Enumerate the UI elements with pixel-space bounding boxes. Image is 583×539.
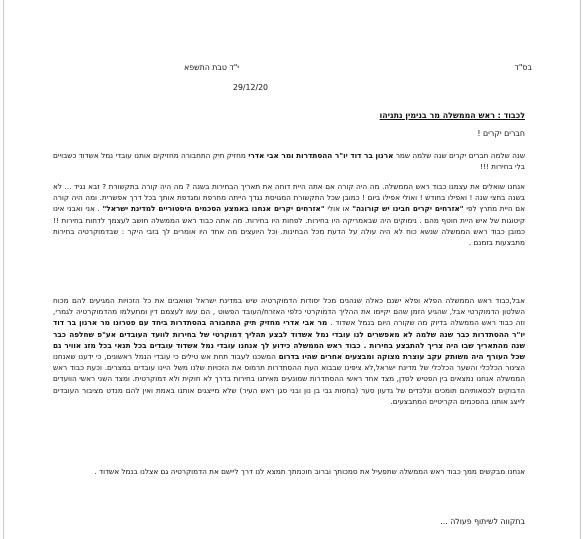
addressee-line: לכבוד : ראש הממשלה מר בנימין נתניהו <box>379 111 525 120</box>
text-segment: שנה שלמה חברים יקרים שנה שלמה שמר <box>393 151 525 160</box>
document-page <box>3 0 581 539</box>
text-segment: . אני ואבני אינו קיטוגות של איש היית חוטף מהם . נימוקים היה שבאמריקה היו בחירות. לפחות היו בחירות. מה אתה כבוד ראש הממשלה חושב לעצמך לדחות בחירות !! כמובן כבוד ראש הממשלה שנשא כוח לא היה עולה על הדעת מכל הבחינות. וכל היועצים מה אחד היו אומרים לך בזבי היקר : שבדמוקרטיה בחירות מתבצעות בזמנם . <box>53 204 525 248</box>
bold-text-segment: "אזרחים יקרים אנחנו באמצע הסכמים היסטוריים למדינת ישראל" <box>102 204 325 214</box>
paragraph-2 <box>53 181 525 248</box>
signoff: בתקווה לשיתוף פעולה ... <box>440 517 525 526</box>
bsd-header: בס"ד <box>514 63 532 72</box>
gregorian-date: 29/12/20 <box>233 83 269 92</box>
text-segment: מחזיק תיק התחבורה מחזיקים אותנו עובדי נמל אשדוד כשבויים בלי בחירות !!! <box>53 151 525 172</box>
hebrew-date: י"ד טבת התשפא <box>184 63 240 72</box>
greeting: חברים יקרים ! <box>477 129 525 138</box>
bold-text-segment: מר אבי אדרי מחזיק תיק התחבורה בהסתדרות ביחד עם פטרונו מר ארנון בר דוד יו"ר ההסתדרות כבר שנה שלמה לא מאפשרים לנו עובדי נמל אשדוד לבצע תהליך דמוקרטי של בחירות לוועד העובדים אע"פ שחלפה כבר שנה מהתאריך שבו היה צריך להתבצע בחירות . כבוד ראש הממשלה כידוע לך אנחנו עובדי נמל אשדוד עובדים בכל תנאי בכל מזג אוויר גם שכל העורף היה משותק עקב עוצרת מצוקה ומבצעים אחרים שהיו בדרום <box>53 318 525 362</box>
bold-text-segment: ארנון בר דוד יו"ר ההסתדרות ומר אבי אדרי <box>248 151 394 160</box>
text-segment: אנחנו שואלים את עצמנו כבוד ראש הממשלה. מה היה קורה אם אתה היית דוחה את תאריך הבחירות בשנה ? מה היה קורה בתקשורת ? זבא נגיד ... לא בשנה בחצי שנה ! ואפילו בחודש ! ואולי אפילו ביום ! כמובן שכל התקשורת המגויסת נגדך הייתה מחרפת ומגדפת אותך בכל דרך אפשרית. ומה היה קורה אם היית מתרץ לפי <box>53 182 525 214</box>
text-segment: או אולי <box>324 204 353 214</box>
paragraph-1 <box>53 150 525 172</box>
paragraph-3 <box>53 295 525 407</box>
text-segment: המשכנו לעבוד תחת אש טילים כי עובדי הנמל ראשונים, כי ידענו שאנחנו הצינור הכלכלי והשער הכלכלי של מדינת ישראל,לא ציפינו שבבוא העת ההסתדרות תרמוס את הזכויות שלנו משל היינו עובדים במצרים. וכעת כבוד ראש הממשלה אנחנו נמצאים בין הפטיש לסדן, מצד אחד ראשי ההסתדרות שמונעים מאיתנו בחירות בדרך לא חוקית ולא דמוקרטית. ומצד השני ראשי הוועדים הדבוקים לכסאותיהם תומכים ונלכדים של גדעון סער (בחסות גבי בן נון ובני סגן ראש העיר) שלא מייצגים אותנו באמת ואין להם מנדט מציבור העובדים לייצג אותנו בהסכמים הקריטיים המתבצעים. <box>53 352 525 406</box>
paragraph-4 <box>53 466 525 477</box>
text-segment: אבל,כבוד ראש הממשלה הפלא ופלא ישנם כאלה שנהנים מכל יסודות הדמוקרטיה שיש במדינת ישראל ושואבים את כל הזכויות המגיעים להם מכוח השלטון הדמוקרטי אבל, שהגיע הזמן שהם יקיימו את ההליך הדמוקרטי כלפי האזרח/העובד הפשוט , הם עשו לעצמם דין ומתעלמו מהדמוקרטיה לגמרי, וזה כבוד ראש הממשלה בדיוק מה שקורה היום בנמל אשדוד . <box>53 296 525 328</box>
bold-text-segment: "אזרחים יקרים חבינו יש קורונה" <box>352 204 464 214</box>
text-segment: אנחנו מבקשים ממך כבוד ראש הממשלה שתפעיל את סמכותך וברוב חוכמתך תמצא לנו דרך ליישם את הדמוקרטיה גם אצלנו בנמל אשדוד . <box>94 467 525 476</box>
